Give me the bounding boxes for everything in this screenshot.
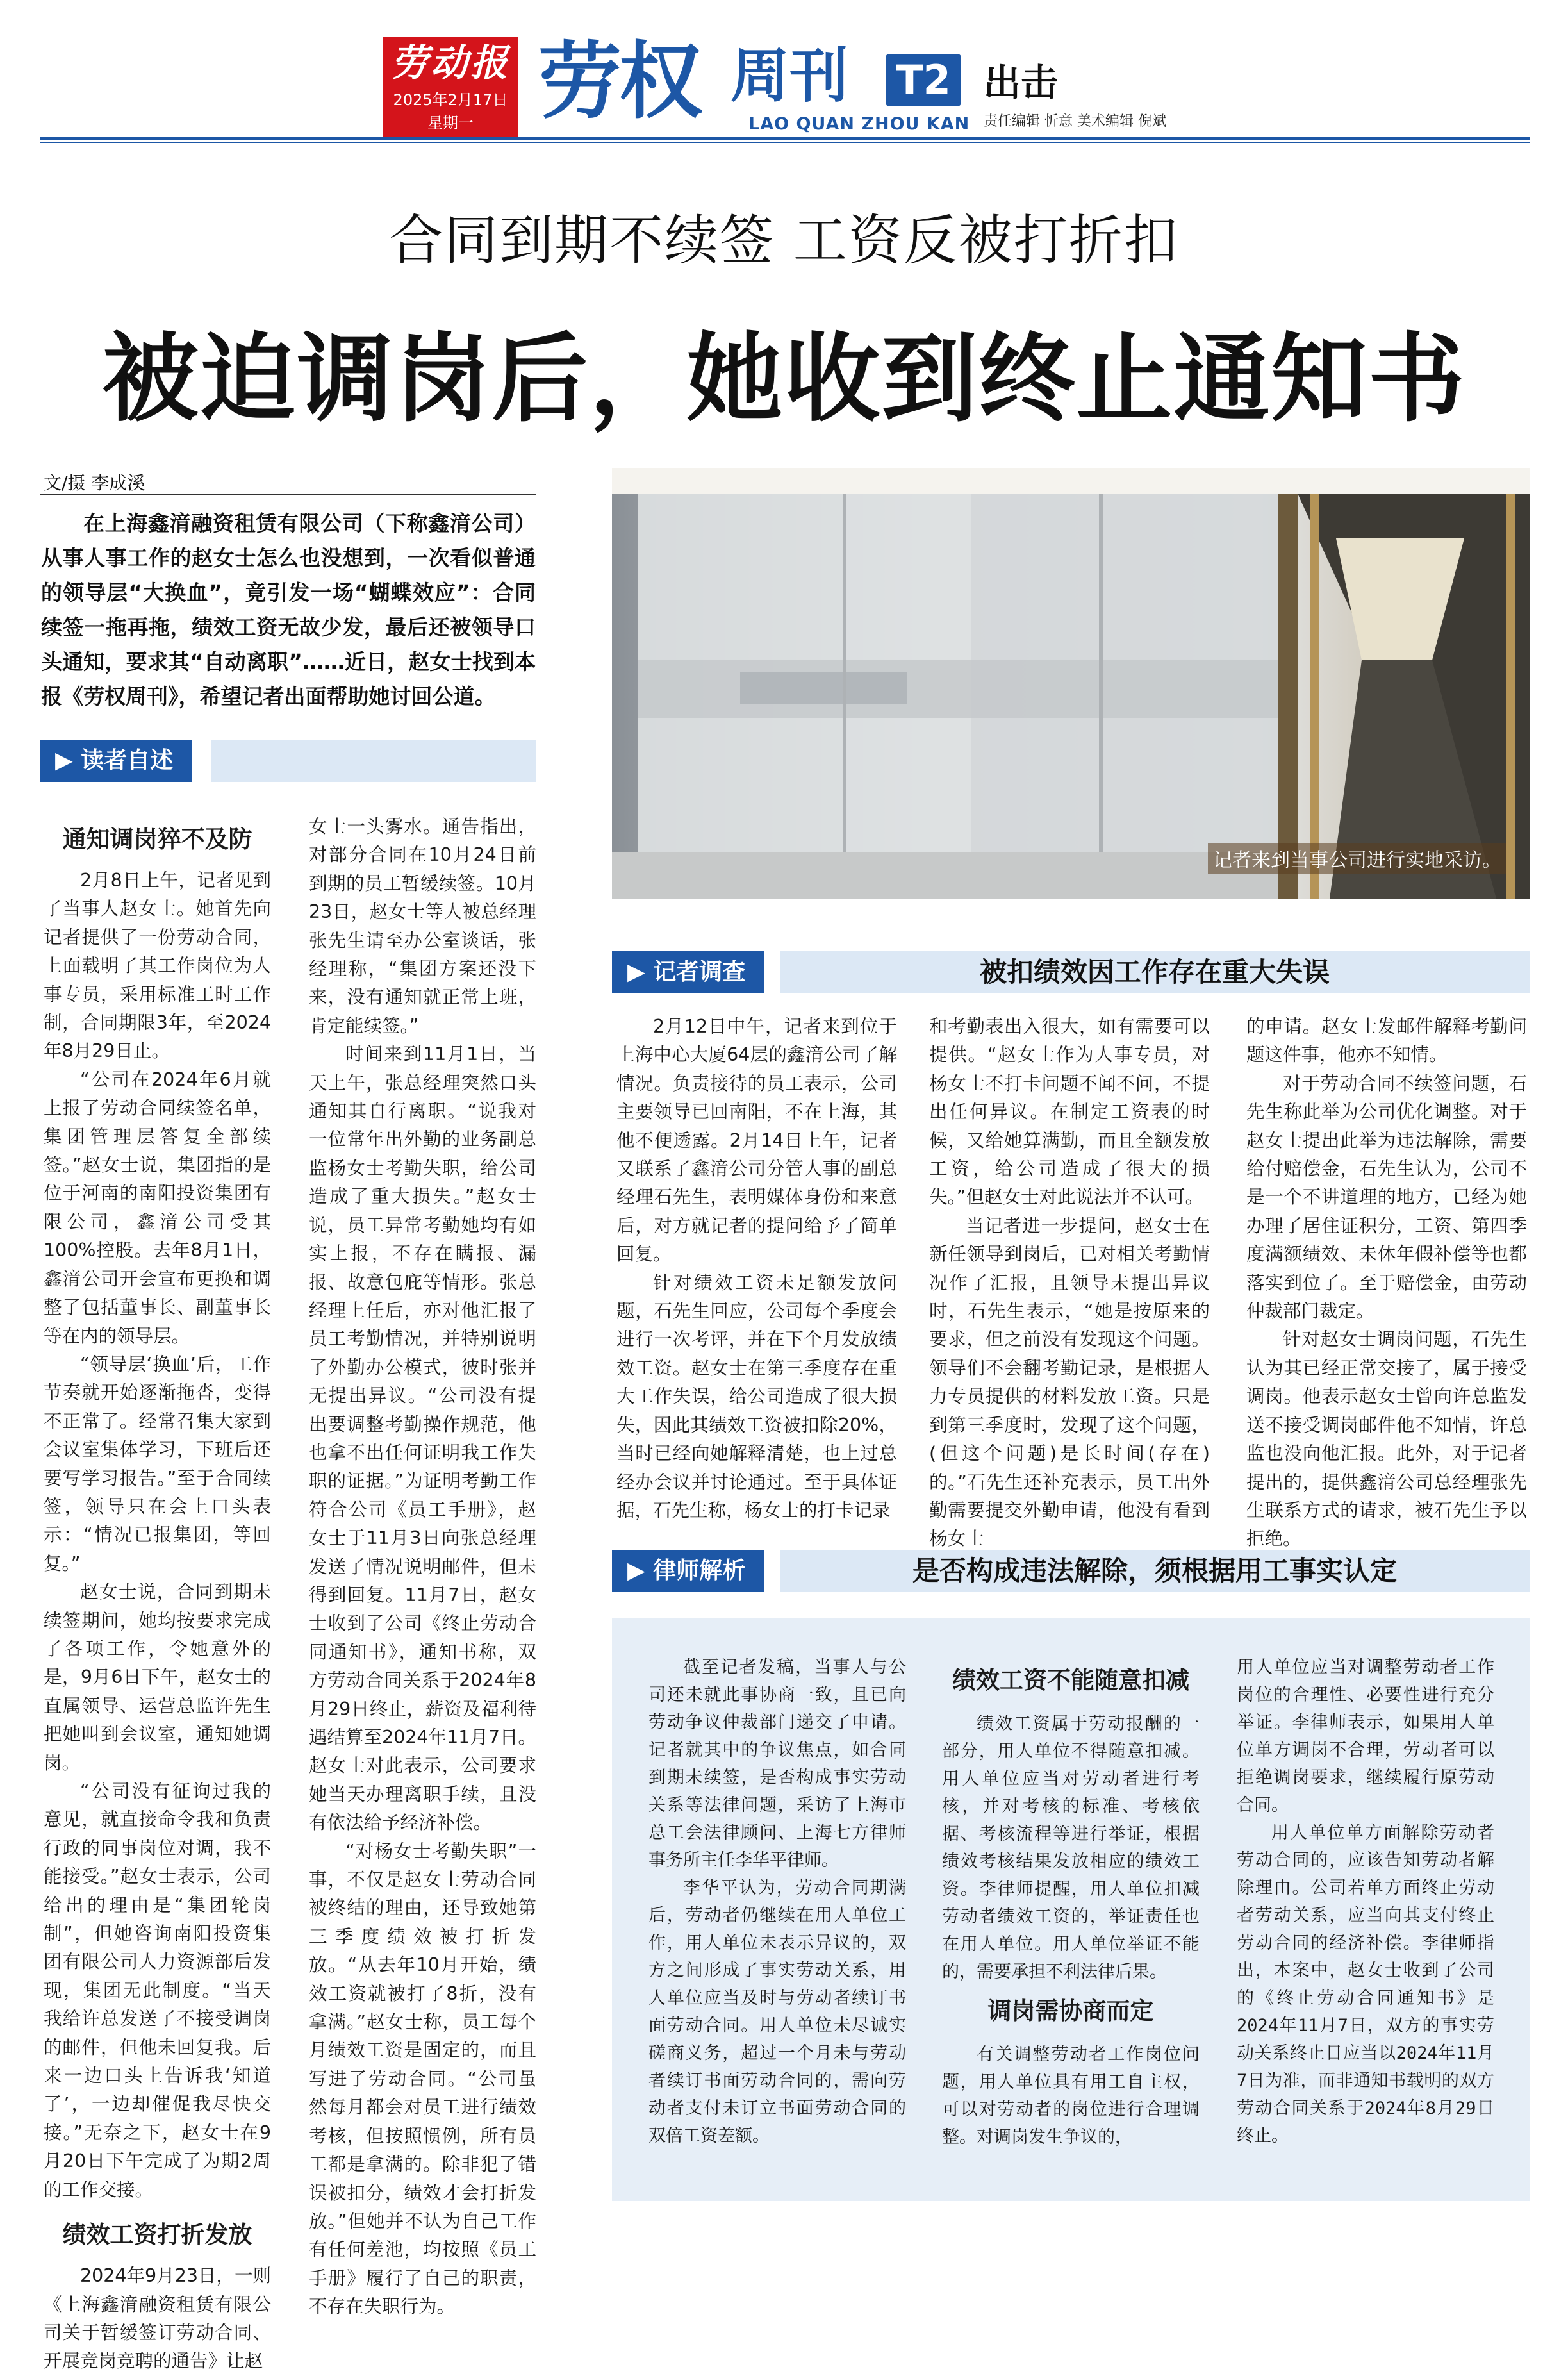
investigation-column-1 bbox=[616, 1013, 897, 1525]
paragraph: 2024年9月23日，一则《上海鑫湇融资租赁有限公司关于暂缓签订劳动合同、开展竞岗竞聘的通告》让赵 bbox=[44, 2265, 271, 2372]
paragraph: 对于劳动合同不续签问题，石先生称此举为公司优化调整。对于赵女士提出此举为违法解除，需要给付赔偿金，石先生认为，公司不是一个不讲道理的地方，已经为她办理了居住证积分，工资、第四季度满额绩效、未休年假补偿等也都落实到位了。至于赔偿金，由劳动仲裁部门裁定。 bbox=[1246, 1072, 1527, 1322]
byline: 文/摄 李成溪 bbox=[44, 472, 145, 494]
article-headline: 被迫调岗后，她收到终止通知书 bbox=[102, 322, 1466, 435]
section-bar-lawyer bbox=[612, 1550, 1530, 1592]
byline-rule bbox=[40, 494, 536, 495]
paragraph: 时间来到11月1日，当天上午，张总经理突然口头通知其自行离职。“说我对一位常年出外勤的业务副总监杨女士考勤失职，给公司造成了重大损失。”赵女士说，员工异常考勤她均有如实上报，不存在瞒报、漏报、故意包庇等情形。张总经理上任后，亦对他汇报了员工考勤情况，并特别说明了外勤办公模式，彼时张并无提出异议。“公司没有提出要调整考勤操作规范，他也拿不出任何证明我工作失职的证据。”为证明考勤工作符合公司《员工手册》，赵女士于11月3日向张总经理发送了情况说明邮件，但未得到回复。11月7日，赵女士收到了公司《终止劳动合同通知书》，通知书称，双方劳动合同关系于2024年8月29日终止，薪资及福利待遇结算至2024年11月7日。赵女士对此表示，公司要求她当天办理离职手续，且没有依法给予经济补偿。 bbox=[309, 1043, 536, 1834]
subhead-bonus: 绩效工资打折发放 bbox=[62, 2220, 252, 2249]
masthead-rule-thin bbox=[40, 142, 1530, 143]
section-title-investigation: 被扣绩效因工作存在重大失误 bbox=[979, 956, 1330, 988]
masthead-rule bbox=[40, 137, 1530, 140]
subhead-transfer-negotiation: 调岗需协商而定 bbox=[987, 1997, 1154, 2025]
section-tag-reader: ▶ 读者自述 bbox=[40, 740, 192, 782]
paragraph: 有关调整劳动者工作岗位问题，用人单位具有用工自主权，可以对劳动者的岗位进行合理调整。对调岗发生争议的， bbox=[942, 2045, 1200, 2147]
section-bar-reader bbox=[40, 740, 536, 782]
paper-name: 劳动报 bbox=[390, 41, 510, 85]
photo-illustration bbox=[612, 468, 1530, 899]
issue-weekday: 星期一 bbox=[427, 114, 474, 132]
paragraph: 用人单位单方面解除劳动者劳动合同的，应该告知劳动者解除理由。公司若单方面终止劳动者劳动关系，应当向其支付终止劳动合同的经济补偿。李律师指出，本案中，赵女士收到了公司的《终止劳动合同通知书》是2024年11月7日，双方的事实劳动关系终止日应当以2024年11月7日为准，而非通知书载明的双方劳动合同关系于2024年8月29日终止。 bbox=[1237, 1823, 1494, 2146]
paragraph: 针对赵女士调岗问题，石先生认为其已经正常交接了，属于接受调岗。他表示赵女士曾向许总监发送不接受调岗邮件他不知情，许总监也没向他汇报。此外，对于记者提出的，提供鑫湇公司总经理张先生联系方式的请求，被石先生予以拒绝。 bbox=[1246, 1329, 1527, 1550]
paragraph: 针对绩效工资未足额发放问题，石先生回应，公司每个季度会进行一次考评，并在下个月发放绩效工资。赵女士在第三季度存在重大工作失误，给公司造成了很大损失，因此其绩效工资被扣除20%，当时已经向她解释清楚，也上过总经办会议并讨论通过。至于具体证据，石先生称，杨女士的打卡记录 bbox=[616, 1272, 897, 1521]
section-name: 出击 bbox=[984, 61, 1059, 104]
editors-credit: 责任编辑 忻意 美术编辑 倪斌 bbox=[984, 113, 1166, 129]
section-bar-investigation bbox=[612, 951, 1530, 993]
supplement-brand-sub: 周刊 bbox=[730, 42, 849, 110]
reader-column-1 bbox=[44, 809, 271, 2376]
brand-pinyin: LAO QUAN ZHOU KAN bbox=[748, 114, 970, 134]
paragraph: “领导层‘换血’后，工作节奏就开始逐渐拖沓，变得不正常了。经常召集大家到会议室集体学习，下班后还要写学习报告。”至于合同续签，领导只在会上口头表示：“情况已报集团，等回复。” bbox=[44, 1353, 271, 1574]
article-lead: 在上海鑫湇融资租赁有限公司（下称鑫湇公司）从事人事工作的赵女士怎么也没想到，一次看似普通的领导层“大换血”，竟引发一场“蝴蝶效应”：合同续签一拖再拖，绩效工资无故少发，最后还被领导口头通知，要求其“自动离职”……近日，赵女士找到本报《劳权周刊》，希望记者出面帮助她讨回公道。 bbox=[41, 511, 536, 709]
office-corridor-photo bbox=[612, 468, 1530, 899]
lawyer-column-2 bbox=[942, 1655, 1200, 2151]
supplement-brand: 劳权 bbox=[538, 33, 700, 130]
paragraph: 女士一头雾水。通告指出，对部分合同在10月24日前到期的员工暂缓续签。10月23日，赵女士等人被总经理张先生请至办公室谈话，张经理称，“集团方案还没下来，没有通知就正常上班，肯定能续签。” bbox=[309, 816, 536, 1036]
paragraph: 赵女士说，合同到期未续签期间，她均按要求完成了各项工作，令她意外的是，9月6日下午，赵女士的直属领导、运营总监许先生把她叫到会议室，通知她调岗。 bbox=[44, 1581, 271, 1774]
photo-caption: 记者来到当事公司进行实地采访。 bbox=[1208, 843, 1506, 874]
paragraph: “公司在2024年6月就上报了劳动合同续签名单，集团管理层答复全部续签。”赵女士说，集团指的是位于河南的南阳投资集团有限公司，鑫湇公司受其100%控股。去年8月1日，鑫湇公司开会宣布更换和调整了包括董事长、副董事长等在内的领导层。 bbox=[44, 1068, 271, 1347]
paragraph: “对杨女士考勤失职”一事，不仅是赵女士劳动合同被终结的理由，还导致她第三季度绩效被打折发放。“从去年10月开始，绩效工资就被打了8折，没有拿满。”赵女士称，员工每个月绩效工资是固定的，而且写进了劳动合同。“公司虽然每月都会对员工进行绩效考核，但按照惯例，所有员工都是拿满的。除非犯了错误被扣分，绩效才会打折发放。”但她并不认为自己工作有任何差池，均按照《员工手册》履行了自己的职责，不存在失职行为。 bbox=[309, 1840, 536, 2318]
reader-column-2 bbox=[309, 813, 536, 2322]
lawyer-column-1 bbox=[648, 1654, 906, 2150]
paragraph: 李华平认为，劳动合同期满后，劳动者仍继续在用人单位工作，用人单位未表示异议的，双方之间形成了事实劳动关系，用人单位应当及时与劳动者续订书面劳动合同。用人单位未尽诚实磋商义务，超过一个月未与劳动者续订书面劳动合同的，需向劳动者支付未订立书面劳动合同的双倍工资差额。 bbox=[648, 1878, 906, 2146]
section-tag-lawyer-label: 律师解析 bbox=[653, 1558, 746, 1584]
paragraph: 2月12日中午，记者来到位于上海中心大厦64层的鑫湇公司了解情况。负责接待的员工表示，公司主要领导已回南阳，不在上海，其他不便透露。2月14日上午，记者又联系了鑫湇公司分管人事的副总经理石先生，表明媒体身份和来意后，对方就记者的提问给予了简单回复。 bbox=[616, 1016, 897, 1265]
issue-date: 2025年2月17日 bbox=[393, 91, 508, 109]
section-tag-lawyer: ▶ 律师解析 bbox=[612, 1550, 764, 1592]
section-tag-reader-label: 读者自述 bbox=[81, 747, 174, 774]
lawyer-column-3 bbox=[1237, 1654, 1494, 2150]
paragraph: 绩效工资属于劳动报酬的一部分，用人单位不得随意扣减。用人单位应当对劳动者进行考核，并对考核的标准、考核依据、考核流程等进行举证，根据绩效考核结果发放相应的绩效工资。李律师提醒，用人单位扣减劳动者绩效工资的，举证责任也在用人单位。用人单位举证不能的，需要承担不利法律后果。 bbox=[942, 1714, 1200, 1982]
article-subheadline: 合同到期不续签 工资反被打折扣 bbox=[389, 209, 1179, 272]
paragraph: 用人单位应当对调整劳动者工作岗位的合理性、必要性进行充分举证。李律师表示，如果用人单位单方调岗不合理，劳动者可以拒绝调岗要求，继续履行原劳动合同。 bbox=[1237, 1657, 1494, 1815]
section-tag-investigation: ▶ 记者调查 bbox=[612, 951, 764, 993]
investigation-column-3 bbox=[1246, 1013, 1527, 1554]
section-bar-fill bbox=[211, 740, 536, 782]
paragraph: 的申请。赵女士发邮件解释考勤问题这件事，他亦不知情。 bbox=[1246, 1016, 1527, 1066]
paragraph: “公司没有征询过我的意见，就直接命令我和负责行政的同事岗位对调，我不能接受。”赵女士表示，公司给出的理由是“集团轮岗制”，但她咨询南阳投资集团有限公司人力资源部后发现，集团无此制度。“当天我给许总发送了不接受调岗的邮件，但他未回复我。后来一边口头上告诉我‘知道了’，一边却催促我尽快交接。”无奈之下，赵女士在9月20日下午完成了为期2周的工作交接。 bbox=[44, 1781, 271, 2200]
section-tag-investigation-label: 记者调查 bbox=[653, 959, 746, 985]
paragraph: 当记者进一步提问，赵女士在新任领导到岗后，已对相关考勤情况作了汇报，且领导未提出异议时，石先生表示，“她是按原来的要求，但之前没有发现这个问题。领导们不会翻考勤记录，是根据人力专员提供的材料发放工资。只是到第三季度时，发现了这个问题，(但这个问题)是长时间(存在)的。”石先生还补充表示，员工出外勤需要提交外勤申请，他没有看到杨女士 bbox=[929, 1215, 1210, 1550]
paragraph: 和考勤表出入很大，如有需要可以提供。“赵女士作为人事专员，对杨女士不打卡问题不闻不问，不提出任何异议。在制定工资表的时候，又给她算满勤，而且全额发放工资，给公司造成了很大的损失。”但赵女士对此说法并不认可。 bbox=[929, 1016, 1210, 1208]
edition-badge: T2 bbox=[886, 54, 961, 106]
subhead-transfer: 通知调岗猝不及防 bbox=[62, 825, 252, 853]
subhead-bonus-deduction: 绩效工资不能随意扣减 bbox=[952, 1666, 1189, 1694]
paragraph: 2月8日上午，记者见到了当事人赵女士。她首先向记者提供了一份劳动合同，上面载明了其工作岗位为人事专员，采用标准工时工作制，合同期限3年，至2024年8月29日止。 bbox=[44, 870, 271, 1062]
section-title-lawyer: 是否构成违法解除，须根据用工事实认定 bbox=[912, 1555, 1397, 1586]
newspaper-logo bbox=[383, 37, 518, 138]
investigation-column-2 bbox=[929, 1013, 1210, 1554]
paragraph: 截至记者发稿，当事人与公司还未就此事协商一致，且已向劳动争议仲裁部门递交了申请。记者就其中的争议焦点，如合同到期未续签，是否构成事实劳动关系等法律问题，采访了上海市总工会法律顾问、上海七方律师事务所主任李华平律师。 bbox=[648, 1657, 906, 1870]
